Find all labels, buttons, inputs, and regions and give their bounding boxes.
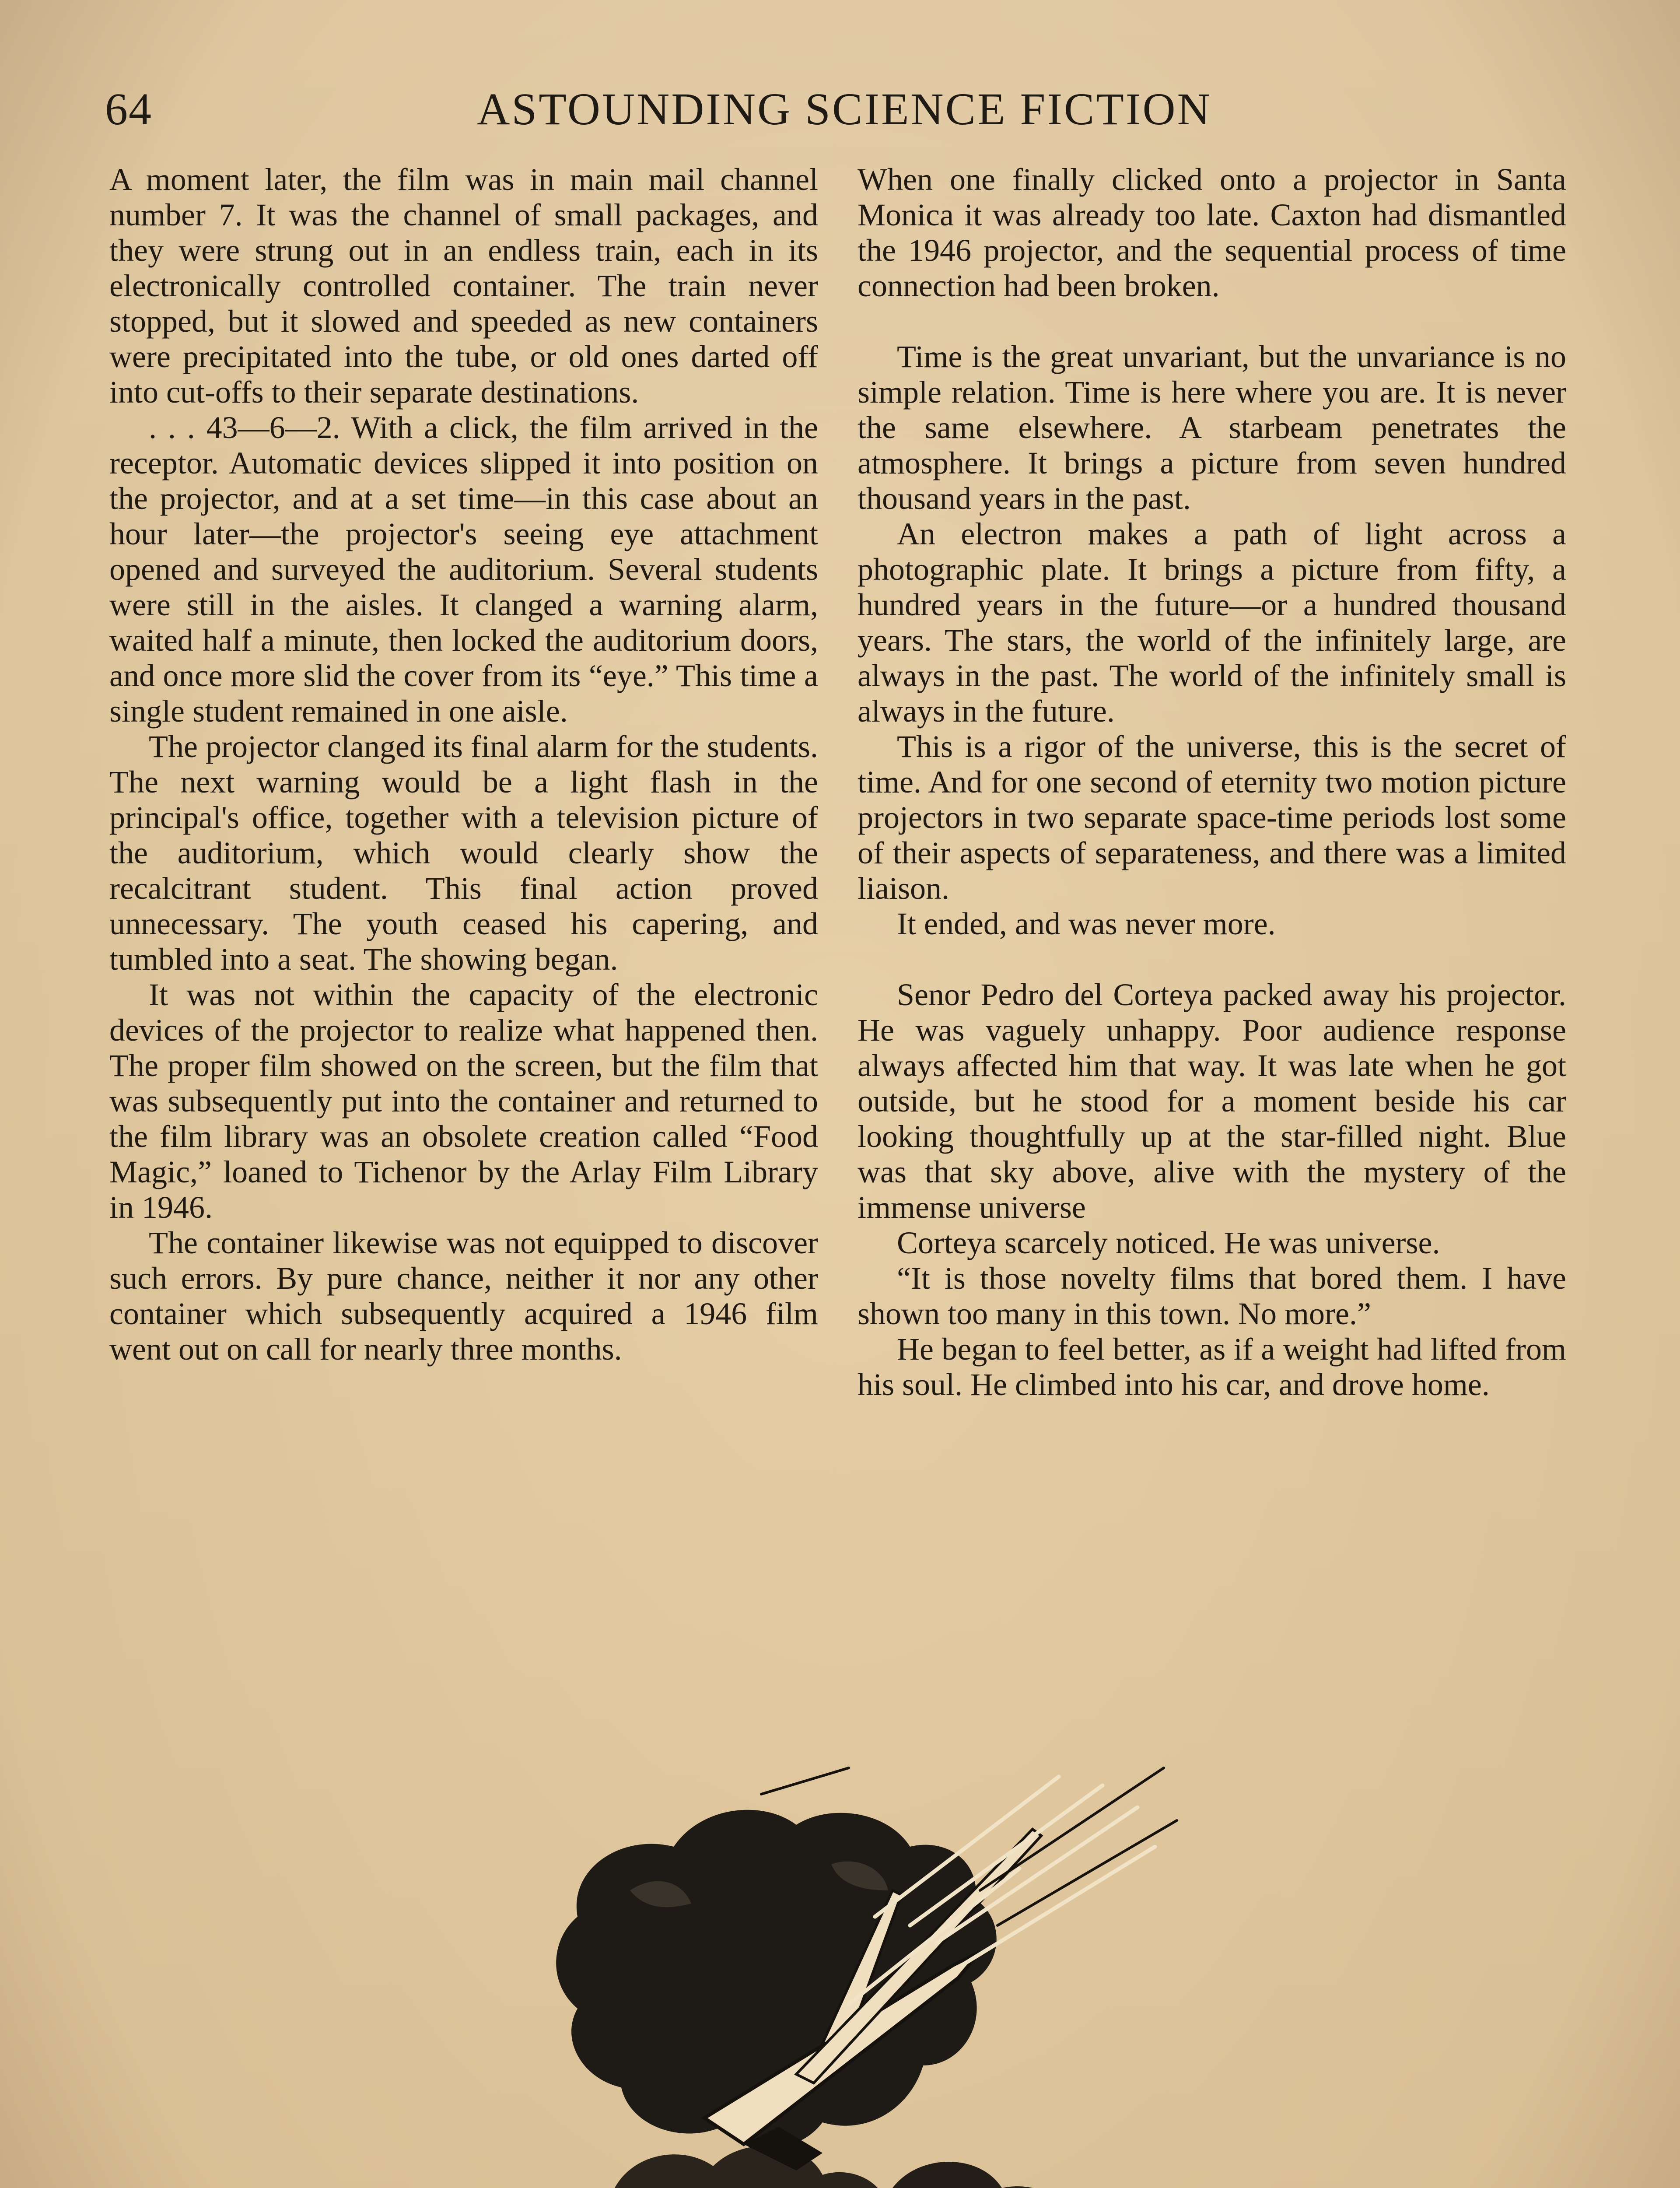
paragraph: The projector clanged its final alarm for the students. The next warning would be a light flash in the principal's office, together with a television picture of the auditorium, which would clearly show the recalcitrant student. This final action proved unnecessary. The youth ceased his capering, and tumbled into a seat. The showing began. <box>109 729 818 977</box>
paragraph: Time is the great unvariant, but the unvariance is no simple relation. Time is here where you are. It is never the same elsewhere. A starbeam penetrates the atmosphere. It brings a picture from seven hundred thousand years in the past. <box>858 339 1566 516</box>
paragraph: When one finally clicked onto a projector in Santa Monica it was already too late. Caxton had dismantled the 1946 projector, and the sequential process of time connection had been broken. <box>858 162 1566 303</box>
left-text-column <box>109 162 818 1367</box>
paragraph: It was not within the capacity of the electronic devices of the projector to realize what happened then. The proper film showed on the screen, but the film that was subsequently put into the container and returned to the film library was an obsolete creation called “Food Magic,” loaned to Tichenor by the Arlay Film Library in 1946. <box>109 977 818 1225</box>
page-header <box>105 83 1584 144</box>
paragraph: “It is those novelty films that bored them. I have shown too many in this town. No more.” <box>858 1261 1566 1331</box>
paragraph: It ended, and was never more. <box>897 906 1276 941</box>
paragraph: He began to feel better, as if a weight had lifted from his soul. He climbed into his car, and drove home. <box>858 1332 1566 1402</box>
paragraph: A moment later, the film was in main mail channel number 7. It was the channel of small packages, and they were strung out in an endless train, each in its electronically controlled container. The train never stopped, but it slowed and speeded as new containers were precipitated into the tube, or old ones darted off into cut-offs to their separate destinations. <box>109 162 818 410</box>
running-title: ASTOUNDING SCIENCE FICTION <box>477 84 1212 134</box>
paragraph: The container likewise was not equipped to discover such errors. By pure chance, neither it nor any other container which subsequently acquired a 1946 film went out on call for nearly three months. <box>109 1225 818 1367</box>
paragraph: Senor Pedro del Corteya packed away his projector. He was vaguely unhappy. Poor audience response always affected him that way. It was late when he got outside, but he stood for a moment beside his car looking thoughtfully up at the star-filled night. Blue was that sky above, alive with the mystery of the immense universe <box>858 977 1566 1225</box>
spacecraft-illustration <box>516 1759 1194 2188</box>
paragraph: An electron makes a path of light across a photographic plate. It brings a picture from fifty, a hundred years in the future—or a hundred thousand years. The stars, the world of the infinitely large, are always in the past. The world of the infinitely small is always in the future. <box>858 516 1566 729</box>
page-number: 64 <box>105 84 152 134</box>
paragraph: This is a rigor of the universe, this is the secret of time. And for one second of eternity two motion picture projectors in two separate space-time periods lost some of their aspects of separateness, and there was a limited liaison. <box>858 729 1566 906</box>
right-text-column <box>858 162 1566 1403</box>
paragraph: . . . 43—6—2. With a click, the film arrived in the receptor. Automatic devices slipped it into position on the projector, and at a set time—in this case about an hour later—the projector's seeing eye attachment opened and surveyed the auditorium. Several students were still in the aisles. It clanged a warning alarm, waited half a minute, then locked the auditorium doors, and once more slid the cover from its “eye.” This time a single student remained in one aisle. <box>109 410 818 729</box>
paragraph: Corteya scarcely noticed. He was universe. <box>897 1225 1440 1260</box>
